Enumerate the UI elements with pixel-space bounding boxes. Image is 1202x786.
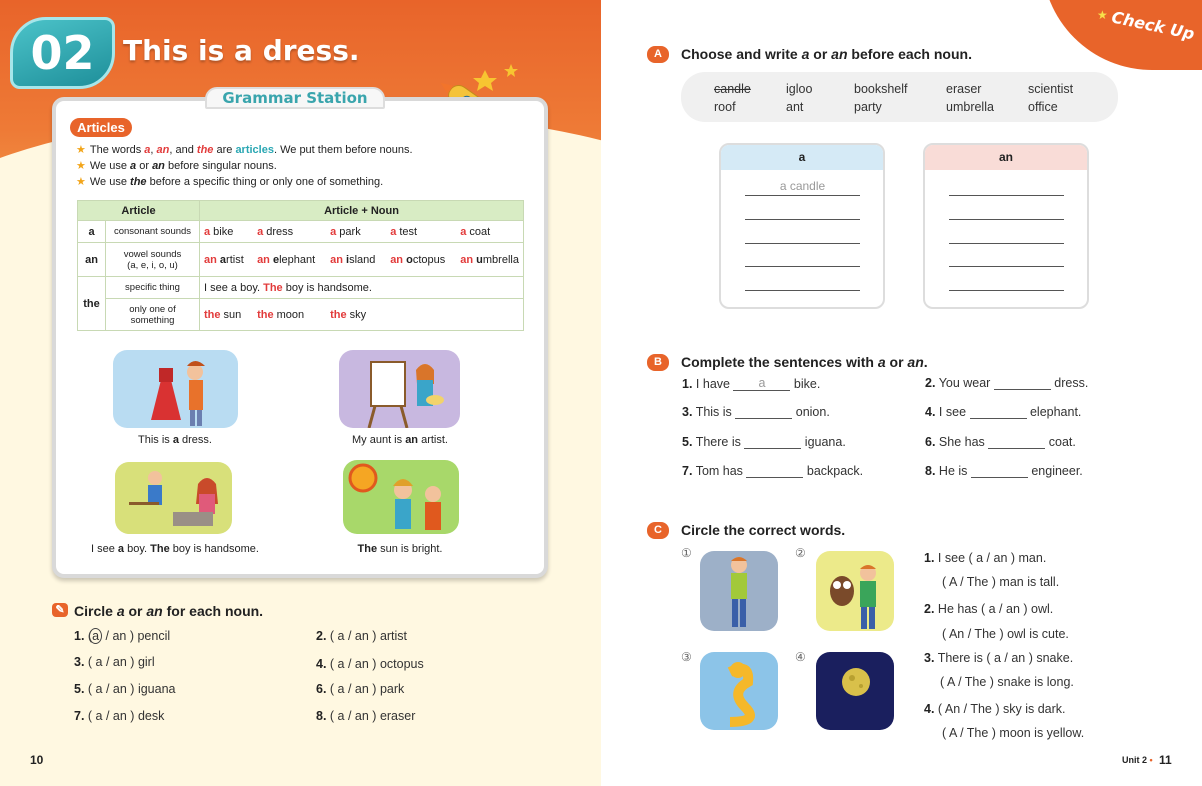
picture-number: ② [795,546,806,560]
sentence-item[interactable]: 6. She has coat. [925,435,1076,449]
page-number: 10 [30,753,44,767]
section-b-title: Complete the sentences with a or an. [681,354,928,370]
page-number: 11 [1159,753,1172,767]
caption-2: My aunt is an artist. [352,434,448,446]
sentence-item[interactable]: 2. You wear dress. [925,376,1089,390]
circle-item[interactable]: 1. I see ( a / an ) man. [924,551,1047,565]
exercise-item[interactable]: 5. ( a / an ) iguana [74,682,176,696]
answer-line[interactable] [745,195,860,196]
word-bank-item: eraser [946,82,982,96]
caption-3: I see a boy. The boy is handsome. [91,543,259,555]
sentence-item[interactable]: 1. I have a bike. [682,376,821,391]
star-icon: ★ [76,144,86,156]
rule-2: ★ We use a or an before singular nouns. [76,160,277,172]
sentence-item[interactable]: 8. He is engineer. [925,464,1083,478]
word-bank-item: igloo [786,82,813,96]
section-a-title: Choose and write a or an before each noun. [681,46,972,62]
word-bank-item: candle [714,82,751,96]
right-page [601,0,1202,786]
rule-1: ★ The words a, an, and the are articles. We put them before nouns. [76,144,413,156]
section-c-title: Circle the correct words. [681,522,846,538]
section-c-icon: C [647,522,669,539]
example-answer: a candle [779,179,826,193]
exercise-item[interactable]: 3. ( a / an ) girl [74,655,155,669]
section-a-icon: A [647,46,669,63]
word-bank-item: office [1028,100,1058,114]
exercise-item[interactable]: 6. ( a / an ) park [316,682,405,696]
sentence-item[interactable]: 7. Tom has backpack. [682,464,864,478]
word-bank-item: ant [786,100,804,114]
page-title: This is a dress. [123,34,360,67]
word-bank-item: roof [714,100,736,114]
table-row: only one of something the sun the moon the sky [78,299,524,331]
answer-line[interactable] [745,219,860,220]
caption-4: The sun is bright. [357,543,443,555]
circle-item[interactable]: 4. ( An / The ) sky is dark. [924,702,1066,716]
answer-line[interactable] [745,290,860,291]
answer-line[interactable] [949,219,1064,220]
dress-illustration [113,350,238,428]
word-bank [681,72,1118,122]
boy-girl-illustration [115,462,232,534]
table-row: an vowel sounds (a, e, i, o, u) an artist an elephant an island an octopus an umbrella [78,243,524,277]
star-icon: ★ [1097,8,1108,22]
sun-illustration [343,460,459,534]
articles-label: Articles [70,118,132,137]
picture-number: ③ [681,650,692,664]
a-answer-box: a a candle [719,143,885,309]
circle-item[interactable]: ( An / The ) owl is cute. [942,627,1069,641]
circle-item[interactable]: ( A / The ) man is tall. [942,575,1060,589]
exercise-item[interactable]: 7. ( a / an ) desk [74,709,165,723]
answer-line[interactable] [949,266,1064,267]
man-illustration [700,551,778,631]
answer-line[interactable] [745,266,860,267]
unit-badge: 02 [10,17,115,89]
circle-item[interactable]: ( A / The ) moon is yellow. [942,726,1085,740]
pencil-icon: ✎ [52,603,68,617]
exercise-item[interactable]: 2. ( a / an ) artist [316,629,408,643]
word-bank-item: umbrella [946,100,994,114]
rule-3: ★ We use the before a specific thing or only one of something. [76,176,384,188]
header-article: Article [78,201,200,221]
header-article-noun: Article + Noun [200,201,524,221]
examples-a: a bike a dress a park a test a coat [200,221,524,243]
picture-number: ① [681,546,692,560]
circle-item[interactable]: 3. There is ( a / an ) snake. [924,651,1074,665]
table-row: the specific thing I see a boy. The boy is handsome. [78,277,524,299]
footer-unit: Unit 2 • [1122,755,1153,765]
answer-line[interactable] [949,290,1064,291]
owl-illustration [816,551,894,631]
check-up-label: Check Up [1109,7,1197,44]
artist-illustration [339,350,460,428]
exercise-title: Circle a or an for each noun. [74,603,264,619]
snake-illustration [700,652,778,730]
word-bank-item: bookshelf [854,82,908,96]
grammar-station-tab: Grammar Station [205,87,385,109]
exercise-item[interactable]: 1. (a / an ) pencil [74,629,171,643]
answer-line[interactable] [949,243,1064,244]
circle-item[interactable]: 2. He has ( a / an ) owl. [924,602,1054,616]
examples-an: an artist an elephant an island an octopus an umbrella [200,243,524,277]
picture-number: ④ [795,650,806,664]
section-b-icon: B [647,354,669,371]
articles-table [77,200,524,331]
sentence-item[interactable]: 5. There is iguana. [682,435,846,449]
table-row: a consonant sounds a bike a dress a park a test a coat [78,221,524,243]
an-answer-box: an [923,143,1089,309]
answer-line[interactable] [745,243,860,244]
answer-line[interactable] [949,195,1064,196]
sentence-item[interactable]: 3. This is onion. [682,405,830,419]
exercise-item[interactable]: 8. ( a / an ) eraser [316,709,416,723]
caption-1: This is a dress. [138,434,212,446]
moon-illustration [816,652,894,730]
star-icon: ★ [76,176,86,188]
sentence-item[interactable]: 4. I see elephant. [925,405,1082,419]
star-icon: ★ [76,160,86,172]
exercise-item[interactable]: 4. ( a / an ) octopus [316,657,424,671]
circle-item[interactable]: ( A / The ) snake is long. [940,675,1074,689]
word-bank-item: scientist [1028,82,1074,96]
word-bank-item: party [854,100,882,114]
